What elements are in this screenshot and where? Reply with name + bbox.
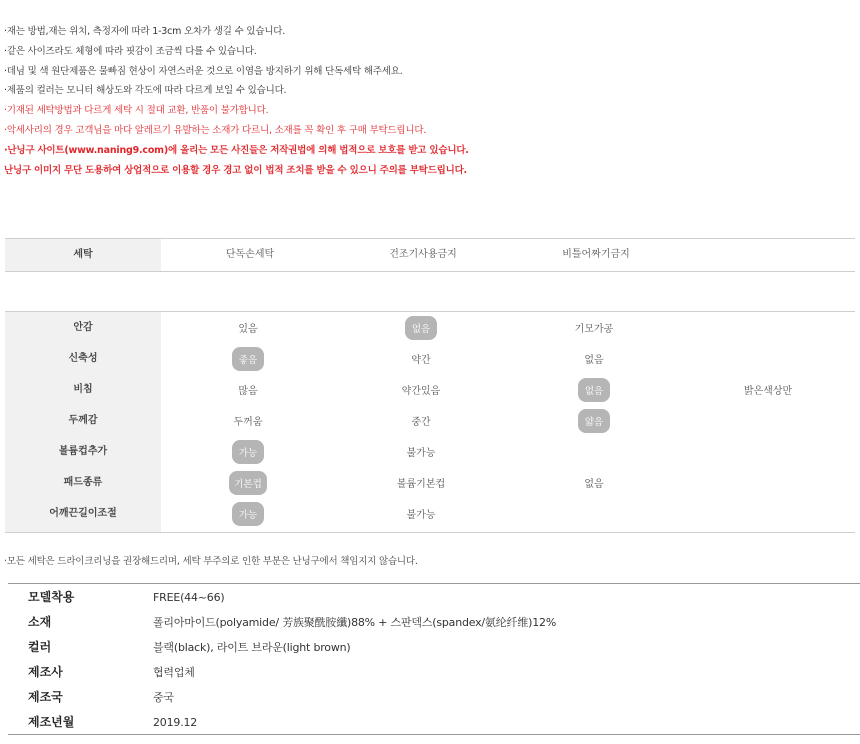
property-row-sheerness [5,374,855,405]
wash-option: 건조기사용금지 [389,249,457,260]
property-cell: 없음 [584,479,604,490]
notice-line: ·데님 및 색 원단제품은 물빠짐 현상이 자연스러운 것으로 이염을 방지하기 위해 단독세탁 해주세요. [4,65,403,77]
property-cell: 없음 [584,355,604,366]
notice-line-copyright: 난닝구 이미지 무단 도용하여 상업적으로 이용할 경우 경고 없이 법적 조치를 받을 수 있으니 주의를 부탁드립니다. [4,164,467,176]
property-row-strap-adjust [5,498,855,529]
info-value: FREE(44~66) [153,591,225,604]
property-label: 신축성 [68,353,98,364]
property-cell: 약간 [411,355,431,366]
wash-label: 세탁 [5,239,161,271]
wash-option: 단독손세탁 [225,249,275,260]
info-label: 소재 [28,615,52,629]
notice-line: ·제품의 컬러는 모니터 해상도와 각도에 따라 다르게 보일 수 있습니다. [4,85,287,97]
property-cell-selected [188,467,308,498]
property-cell-selected [534,374,654,405]
property-cell: 두꺼움 [233,417,263,428]
property-cell: 불가능 [406,448,436,459]
info-row-material [8,610,860,635]
wash-table [5,238,855,272]
property-table [5,311,855,533]
wash-option: 비틀어짜기금지 [562,249,630,260]
property-row-thickness [5,405,855,436]
property-cell: 많음 [238,386,258,397]
property-cell: 중간 [411,417,431,428]
notice-line-warning: ·악세사리의 경우 고객님을 마다 알레르기 유발하는 소재가 다르니, 소재를 꼭 확인 후 구매 부탁드립니다. [4,124,427,136]
notice-line-warning: ·기재된 세탁방법과 다르게 세탁 시 절대 교환, 반품이 불가합니다. [4,105,269,117]
info-row-country [8,685,860,710]
property-row-lining [5,312,855,343]
info-value: 폴리아마이드(polyamide/ 芳族聚酰胺纖)88% + 스판덱스(spandex/氨纶纤维)12% [153,616,557,629]
property-cell-selected [361,312,481,343]
notice-line: ·같은 사이즈라도 체형에 따라 핏감이 조금씩 다를 수 있습니다. [4,45,257,57]
property-cell: 약간있음 [401,386,441,397]
property-label: 패드종류 [63,477,103,488]
info-label: 제조년월 [28,715,75,729]
property-label: 안감 [73,322,93,333]
notice-line: ·재는 방법,재는 위치, 측정자에 따라 1-3cm 오차가 생길 수 있습니다. [4,26,286,37]
info-label: 모델착용 [28,590,75,604]
selected-pill: 가능 [232,502,264,526]
property-label: 비침 [73,384,93,395]
property-label: 두께감 [68,415,98,426]
info-row-color [8,635,860,660]
selected-pill: 기본컵 [229,471,267,495]
property-cell: 있음 [238,324,258,335]
info-label: 제조국 [28,690,63,704]
info-row-model-size [8,585,860,610]
property-cell: 볼륨기본컵 [396,479,446,490]
info-row-manufacturer [8,660,860,685]
property-label: 볼륨컵추가 [58,446,108,457]
info-value: 2019.12 [153,716,198,729]
property-cell: 불가능 [406,510,436,521]
info-value: 블랙(black), 라이트 브라운(light brown) [153,641,351,654]
selected-pill: 없음 [578,378,610,402]
selected-pill: 얇음 [578,409,610,433]
notice-line-copyright: ·난닝구 사이트(www.naning9.com)에 올리는 모든 사진들은 저작권법에 의해 법적으로 보호를 받고 있습니다. [4,144,469,156]
property-cell-selected [534,405,654,436]
property-row-pad-type [5,467,855,498]
info-label: 제조사 [28,665,63,679]
info-value: 중국 [153,691,174,704]
property-cell-selected [188,498,308,529]
product-info-table [8,583,860,735]
info-value: 협력업체 [153,666,195,679]
selected-pill: 없음 [405,316,437,340]
selected-pill: 좋음 [232,347,264,371]
property-cell-selected [188,436,308,467]
info-label: 컬러 [28,640,52,654]
property-cell: 기모가공 [574,324,614,335]
property-row-stretch [5,343,855,374]
info-row-manufacture-date [8,710,860,735]
property-cell-selected [188,343,308,374]
wash-footnote: ·모든 세탁은 드라이크리닝을 권장해드리며, 세탁 부주의로 인한 부분은 난닝구에서 책임지지 않습니다. [4,556,418,567]
property-label: 어깨끈길이조절 [49,508,117,519]
notice-list [4,22,854,180]
selected-pill: 가능 [232,440,264,464]
property-cell: 밝은색상만 [743,386,793,397]
property-row-volume-cup [5,436,855,467]
